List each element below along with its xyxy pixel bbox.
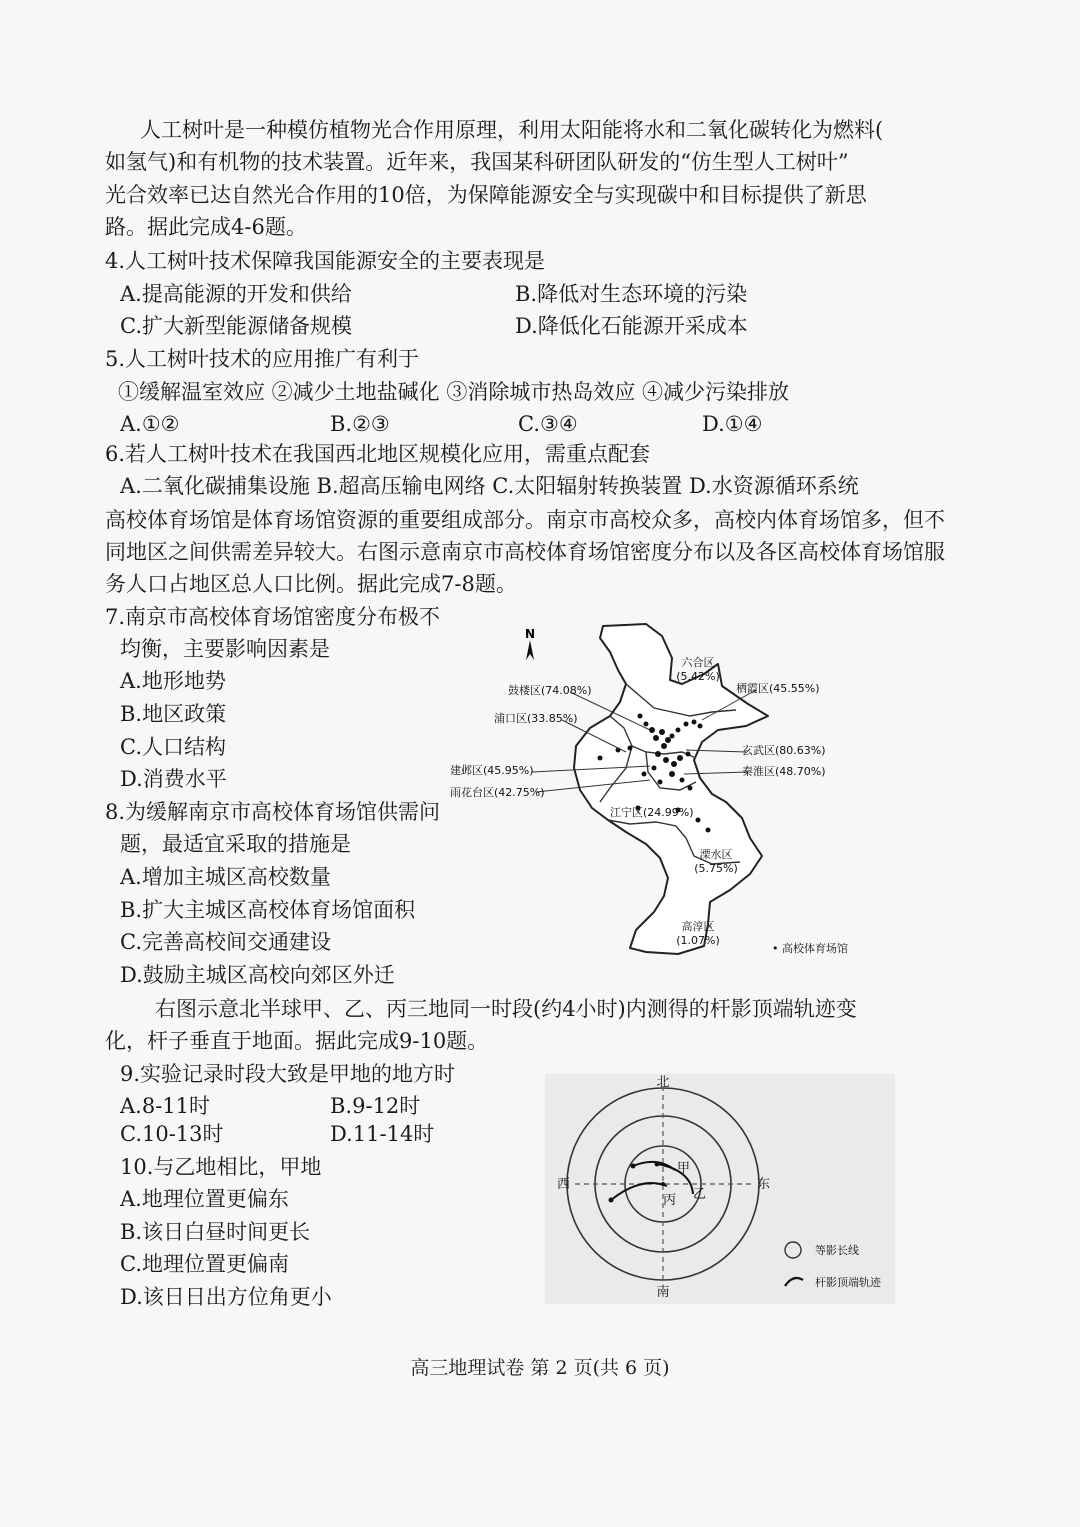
q9-option-d: D.11-14时 [330, 1122, 435, 1146]
passage1-line-3: 光合效率已达自然光合作用的10倍，为保障能源安全与实现碳中和目标提供了新思 [105, 183, 867, 207]
q8-stem-line-1: 8.为缓解南京市高校体育场馆供需问 [105, 800, 441, 824]
direction-west: 西 [557, 1177, 571, 1192]
q7-option-a: A.地形地势 [120, 669, 226, 693]
nanjing-map-figure [450, 612, 970, 972]
passage1-line-4: 路。据此完成4-6题。 [105, 215, 307, 239]
q9-option-a: A.8-11时 [120, 1094, 211, 1118]
label-qinhuai: 秦淮区(48.70%) [742, 765, 826, 778]
q10-option-a: A.地理位置更偏东 [120, 1187, 289, 1211]
direction-north: 北 [656, 1075, 670, 1090]
passage1-line-2: 如氢气)和有机物的技术装置。近年来，我国某科研团队研发的“仿生型人工树叶” [105, 150, 849, 174]
label-jiangning: 江宁区(24.99%) [610, 806, 694, 819]
label-lishui: 溧水区 [699, 848, 733, 861]
q8-option-d: D.鼓励主城区高校向郊区外迁 [120, 963, 395, 987]
passage2-line-1: 高校体育场馆是体育场馆资源的重要组成部分。南京市高校众多，高校内体育场馆多，但不 [105, 508, 945, 532]
q4-option-a: A.提高能源的开发和供给 [120, 282, 352, 306]
direction-east: 东 [757, 1177, 771, 1192]
passage2-line-2: 同地区之间供需差异较大。右图示意南京市高校体育场馆密度分布以及各区高校体育场馆服 [105, 540, 945, 564]
label-yuhuatai: 雨花台区(42.75%) [450, 786, 545, 799]
label-gaochun: 高淳区 [681, 920, 715, 933]
q7-option-c: C.人口结构 [120, 735, 226, 759]
label-xuanwu: 玄武区(80.63%) [742, 744, 826, 757]
q7-option-d: D.消费水平 [120, 767, 227, 791]
direction-south: 南 [656, 1285, 670, 1300]
q5-stem: 5.人工树叶技术的应用推广有利于 [105, 347, 420, 371]
page-footer: 高三地理试卷 第 2 页(共 6 页) [410, 1357, 670, 1379]
q7-stem-line-2: 均衡，主要影响因素是 [120, 637, 330, 661]
legend-track-icon [785, 1278, 803, 1286]
q7-option-b: B.地区政策 [120, 702, 227, 726]
label-gaochun-pct: (1.07%) [676, 934, 720, 947]
q7-stem-line-1: 7.南京市高校体育场馆密度分布极不 [105, 605, 441, 629]
q8-option-c: C.完善高校间交通建设 [120, 930, 331, 954]
q9-option-c: C.10-13时 [120, 1122, 224, 1146]
q5-items: ①缓解温室效应 ②减少土地盐碱化 ③消除城市热岛效应 ④减少污染排放 [118, 380, 790, 404]
q8-option-b: B.扩大主城区高校体育场馆面积 [120, 898, 416, 922]
q9-stem: 9.实验记录时段大致是甲地的地方时 [120, 1062, 456, 1086]
shadow-legend [785, 1242, 882, 1289]
label-liuhe: 六合区 [681, 656, 715, 669]
legend-circle-icon [785, 1242, 801, 1258]
q9-option-b: B.9-12时 [330, 1094, 421, 1118]
passage3-line-1: 右图示意北半球甲、乙、丙三地同一时段(约4小时)内测得的杆影顶端轨迹变 [155, 997, 857, 1021]
passage1-line-1: 人工树叶是一种模仿植物光合作用原理，利用太阳能将水和二氧化碳转化为燃料( [140, 118, 884, 142]
label-bing: 丙 [663, 1193, 677, 1208]
label-yi: 乙 [693, 1187, 707, 1202]
q6-options: A.二氧化碳捕集设施 B.超高压输电网络 C.太阳辐射转换装置 D.水资源循环系统 [120, 474, 859, 498]
q10-option-c: C.地理位置更偏南 [120, 1252, 289, 1276]
q10-option-b: B.该日白昼时间更长 [120, 1220, 311, 1244]
label-liuhe-pct: (5.42%) [676, 670, 720, 683]
label-lishui-pct: (5.75%) [694, 862, 738, 875]
label-qixia: 栖霞区(45.55%) [736, 682, 820, 695]
q5-option-b: B.②③ [330, 412, 390, 436]
label-jia: 甲 [677, 1161, 691, 1176]
passage2-line-3: 务人口占地区总人口比例。据此完成7-8题。 [105, 572, 517, 596]
map-legend: • 高校体育场馆 [772, 942, 848, 955]
legend-track-label: 杆影顶端轨迹 [815, 1276, 881, 1289]
legend-circle-label: 等影长线 [815, 1244, 859, 1257]
north-label: N [524, 627, 536, 641]
q4-option-c: C.扩大新型能源储备规模 [120, 314, 352, 338]
label-pukou: 浦口区(33.85%) [494, 712, 578, 725]
label-gulou: 鼓楼区(74.08%) [508, 684, 592, 697]
track-bing [611, 1183, 667, 1200]
q5-option-a: A.①② [120, 412, 180, 436]
label-jianye: 建邺区(45.95%) [450, 764, 534, 777]
q5-option-c: C.③④ [518, 412, 578, 436]
q4-stem: 4.人工树叶技术保障我国能源安全的主要表现是 [105, 249, 546, 273]
shadow-trajectory-figure [545, 1074, 895, 1304]
q8-stem-line-2: 题，最适宜采取的措施是 [120, 832, 351, 856]
q8-option-a: A.增加主城区高校数量 [120, 865, 331, 889]
north-arrow-icon [525, 627, 535, 660]
q5-option-d: D.①④ [702, 412, 763, 436]
passage3-line-2: 化，杆子垂直于地面。据此完成9-10题。 [105, 1029, 489, 1053]
q10-option-d: D.该日日出方位角更小 [120, 1285, 332, 1309]
q4-option-d: D.降低化石能源开采成本 [515, 314, 748, 338]
q10-stem: 10.与乙地相比，甲地 [120, 1155, 322, 1179]
q6-stem: 6.若人工树叶技术在我国西北地区规模化应用，需重点配套 [105, 442, 651, 466]
q4-option-b: B.降低对生态环境的污染 [515, 282, 748, 306]
